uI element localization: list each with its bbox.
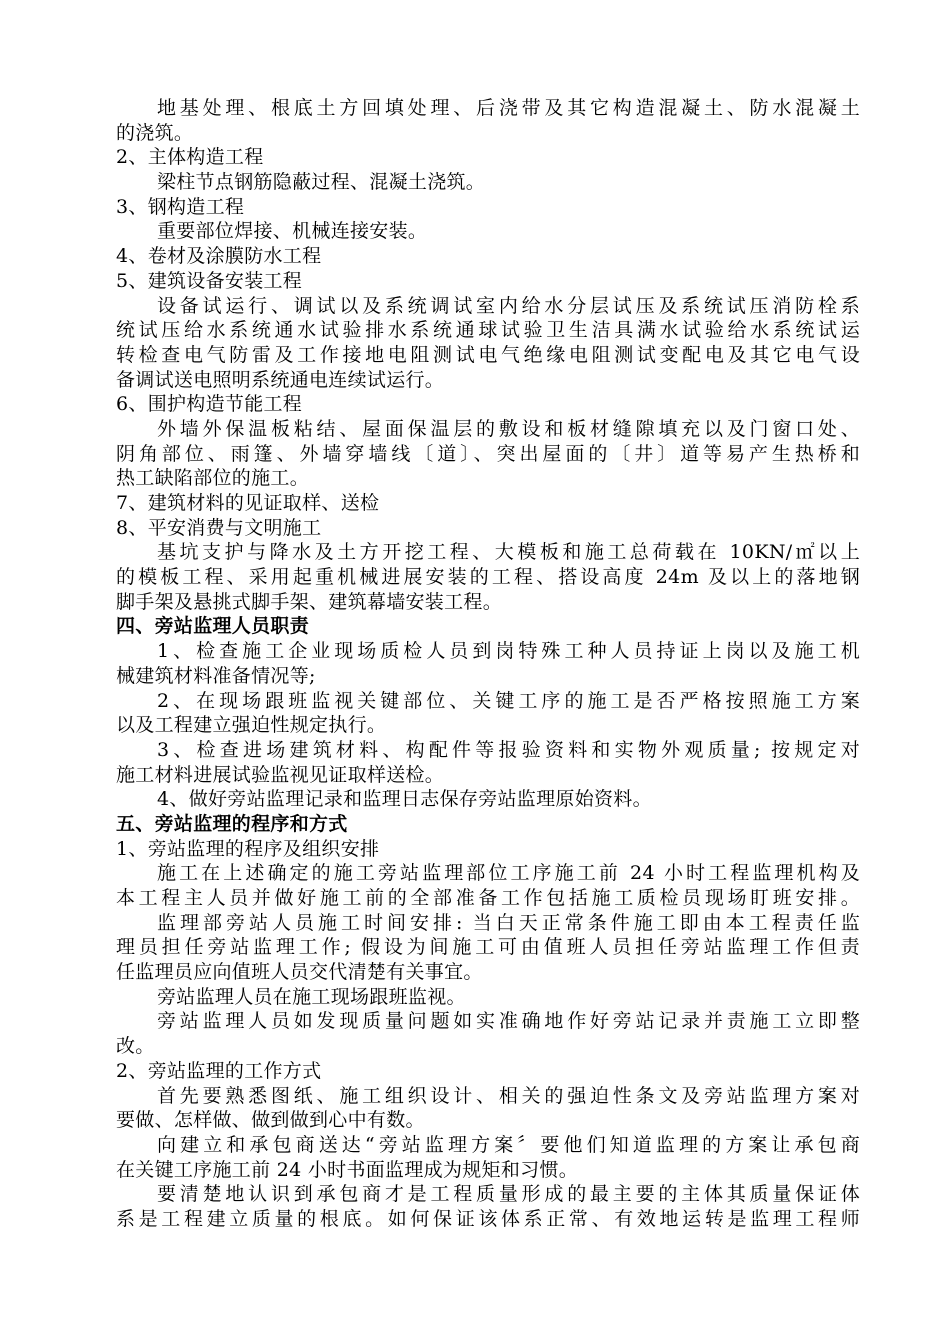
text-line: 4、做好旁站监理记录和监理日志保存旁站监理原始资料。 [157, 788, 652, 811]
text-line: 脚手架及悬挑式脚手架、建筑幕墙安装工程。 [116, 590, 503, 613]
text-line: 重要部位焊接、机械连接安装。 [157, 220, 428, 243]
text-line: 转检查电气防雷及工作接地电阻测试电气绝缘电阻测试变配电及其它电气设 [116, 343, 860, 366]
text-line: 系是工程建立质量的根底。如何保证该体系正常、有效地运转是监理工程师 [116, 1207, 860, 1230]
text-line: 本工程主人员并做好施工前的全部准备工作包括施工质检员现场盯班安排。 [116, 887, 860, 909]
text-line: 地基处理、根底土方回填处理、后浇带及其它构造混凝土、防水混凝土 [157, 97, 860, 119]
text-line: 热工缺陷部位的施工。 [116, 467, 310, 490]
text-line: 在关键工序施工前 24 小时书面监理成为规矩和习惯。 [116, 1158, 579, 1181]
text-line: 2、在现场跟班监视关键部位、关键工序的施工是否严格按照施工方案 [157, 689, 860, 712]
text-line: 改。 [116, 1035, 155, 1058]
text-line: 备调试送电照明系统通电连续试运行。 [116, 368, 445, 391]
text-line: 3、钢构造工程 [116, 195, 245, 218]
text-line: 任监理员应向值班人员交代清楚有关事宜。 [116, 961, 483, 984]
text-line: 设备试运行、调试以及系统调试室内给水分层试压及系统试压消防栓系 [157, 294, 860, 317]
text-line: 的模板工程、采用起重机械进展安装的工程、搭设高度 24m 及以上的落地钢 [116, 566, 860, 589]
text-line: 向建立和承包商送达“旁站监理方案〞要他们知道监理的方案让承包商 [157, 1133, 860, 1156]
text-line: 2、旁站监理的工作方式 [116, 1059, 322, 1082]
text-line: 要做、怎样做、做到做到心中有数。 [116, 1109, 425, 1132]
text-line: 7、建筑材料的见证取样、送检 [116, 492, 380, 514]
section-heading: 四、旁站监理人员职责 [116, 615, 310, 638]
text-line: 首先要熟悉图纸、施工组织设计、相关的强迫性条文及旁站监理方案对 [157, 1084, 860, 1107]
section-heading: 五、旁站监理的程序和方式 [116, 812, 348, 835]
text-line: 4、卷材及涂膜防水工程 [116, 245, 322, 268]
text-line: 6、围护构造节能工程 [116, 393, 303, 416]
text-line: 8、平安消费与文明施工 [116, 516, 322, 539]
text-line: 以及工程建立强迫性规定执行。 [116, 714, 387, 737]
text-line: 外墙外保温板粘结、屋面保温层的敷设和板材缝隙填充以及门窗口处、 [157, 417, 860, 440]
text-line: 2、主体构造工程 [116, 146, 264, 169]
document-body [116, 96, 860, 1232]
text-line: 要清楚地认识到承包商才是工程质量形成的最主要的主体其质量保证体 [157, 1183, 860, 1206]
text-line: 施工在上述确定的施工旁站监理部位工序施工前 24 小时工程监理机构及 [157, 862, 860, 885]
text-line: 5、建筑设备安装工程 [116, 269, 303, 292]
text-line: 施工材料进展试验监视见证取样送检。 [116, 763, 445, 786]
text-line: 理员担任旁站监理工作; 假设为间施工可由值班人员担任旁站监理工作但责 [116, 936, 860, 959]
text-line: 的浇筑。 [116, 121, 194, 144]
text-line: 监理部旁站人员施工时间安排: 当白天正常条件施工即由本工程责任监 [157, 911, 860, 934]
text-line: 3、检查进场建筑材料、构配件等报验资料和实物外观质量; 按规定对 [157, 738, 860, 761]
text-line: 旁站监理人员在施工现场跟班监视。 [157, 985, 466, 1008]
text-line: 旁站监理人员如发现质量问题如实准确地作好旁站记录并责施工立即整 [157, 1010, 860, 1033]
text-line: 基坑支护与降水及土方开挖工程、大模板和施工总荷载在 10KN/㎡以上 [157, 541, 860, 564]
text-line: 1、检查施工企业现场质检人员到岗特殊工种人员持证上岗以及施工机 [157, 640, 860, 663]
text-line: 统试压给水系统通水试验排水系统通球试验卫生洁具满水试验给水系统试运 [116, 319, 860, 342]
text-line: 阴角部位、雨篷、外墙穿墙线〔道〕、突出屋面的〔井〕道等易产生热桥和 [116, 442, 860, 465]
text-line: 1、旁站监理的程序及组织安排 [116, 837, 380, 860]
text-line: 械建筑材料准备情况等; [116, 664, 316, 687]
text-line: 梁柱节点钢筋隐蔽过程、混凝土浇筑。 [157, 171, 486, 194]
